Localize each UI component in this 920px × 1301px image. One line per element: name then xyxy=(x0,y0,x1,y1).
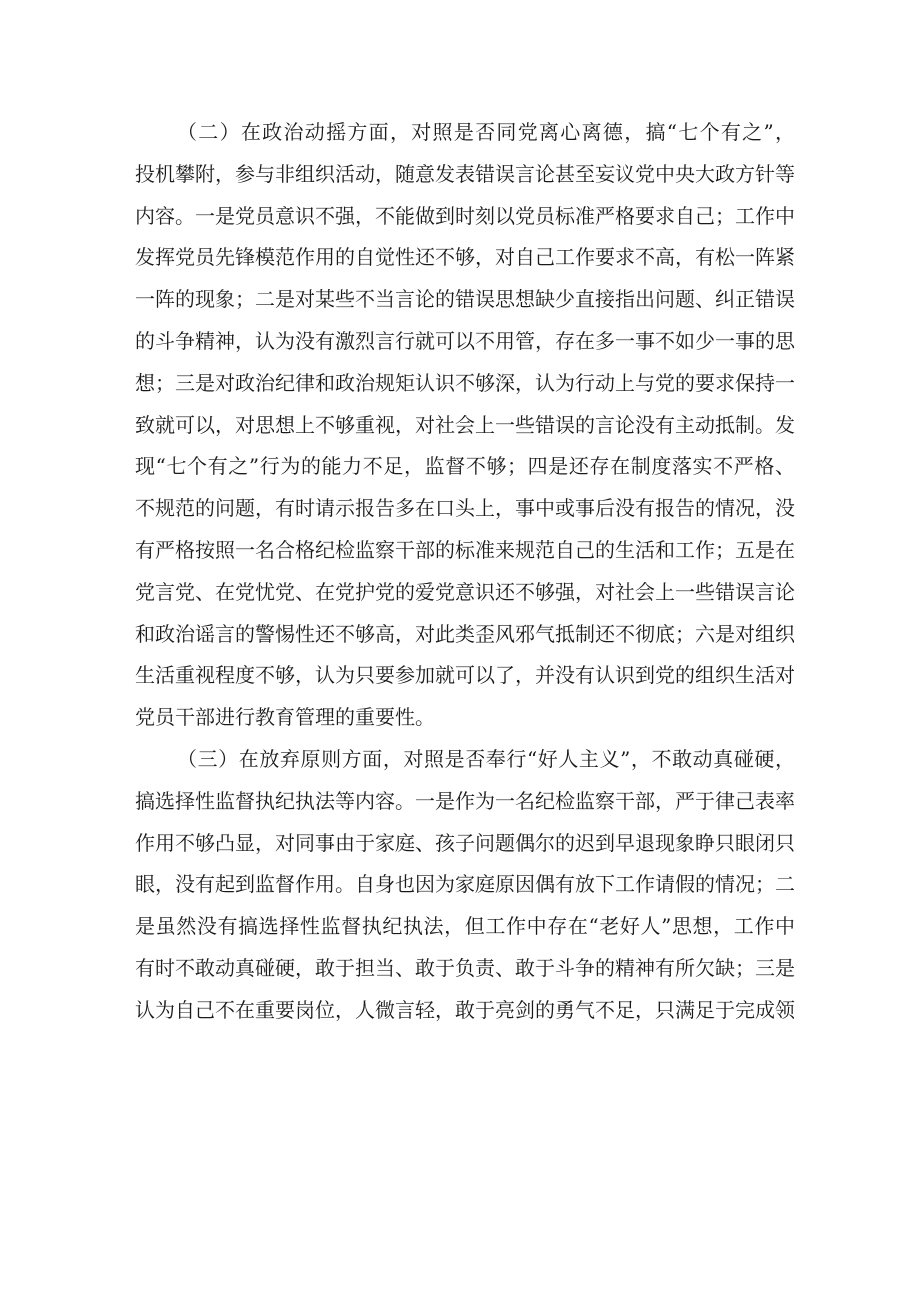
text-line: 有严格按照一名合格纪检监察干部的标准来规范自己的生活和工作；五是在 xyxy=(135,537,795,562)
document-body xyxy=(135,112,795,1032)
text-line: （三）在放弃原则方面，对照是否奉行“好人主义”，不敢动真碰硬， xyxy=(177,746,795,771)
text-line: 想；三是对政治纪律和政治规矩认识不够深，认为行动上与党的要求保持一 xyxy=(135,370,795,395)
text-line: 党言党、在党忧党、在党护党的爱党意识还不够强，对社会上一些错误言论 xyxy=(135,579,795,604)
text-line: 一阵的现象；二是对某些不当言论的错误思想缺少直接指出问题、纠正错误 xyxy=(135,287,795,312)
text-line: 搞选择性监督执纪执法等内容。一是作为一名纪检监察干部，严于律己表率 xyxy=(135,788,795,813)
text-line: 不规范的问题，有时请示报告多在口头上，事中或事后没有报告的情况，没 xyxy=(135,496,795,521)
text-line: 的斗争精神，认为没有激烈言行就可以不用管，存在多一事不如少一事的思 xyxy=(135,328,795,353)
text-line: （二）在政治动摇方面，对照是否同党离心离德，搞“七个有之”， xyxy=(177,120,795,144)
text-line: 是虽然没有搞选择性监督执纪执法，但工作中存在“老好人”思想，工作中 xyxy=(135,914,795,939)
text-line: 眼，没有起到监督作用。自身也因为家庭原因偶有放下工作请假的情况；二 xyxy=(135,872,795,897)
text-line: 党员干部进行教育管理的重要性。 xyxy=(135,705,435,730)
text-line: 有时不敢动真碰硬，敢于担当、敢于负责、敢于斗争的精神有所欠缺；三是 xyxy=(135,955,795,980)
text-line: 投机攀附，参与非组织活动，随意发表错误言论甚至妄议党中央大政方针等 xyxy=(135,161,795,186)
text-line: 和政治谣言的警惕性还不够高，对此类歪风邪气抵制还不彻底；六是对组织 xyxy=(135,621,795,646)
text-line: 作用不够凸显，对同事由于家庭、孩子问题偶尔的迟到早退现象睁只眼闭只 xyxy=(135,830,795,855)
text-line: 内容。一是党员意识不强，不能做到时刻以党员标准严格要求自己；工作中 xyxy=(135,203,795,228)
text-line: 发挥党员先锋模范作用的自觉性还不够，对自己工作要求不高，有松一阵紧 xyxy=(135,245,795,270)
text-line: 现“七个有之”行为的能力不足，监督不够；四是还存在制度落实不严格、 xyxy=(135,454,795,479)
text-line: 致就可以，对思想上不够重视，对社会上一些错误的言论没有主动抵制。发 xyxy=(135,412,795,437)
paragraph-political-wavering xyxy=(135,112,795,739)
text-line: 认为自己不在重要岗位，人微言轻，敢于亮剑的勇气不足，只满足于完成领 xyxy=(135,997,795,1022)
text-line: 生活重视程度不够，认为只要参加就可以了，并没有认识到党的组织生活对 xyxy=(135,663,795,688)
paragraph-abandoning-principles xyxy=(135,739,795,1032)
